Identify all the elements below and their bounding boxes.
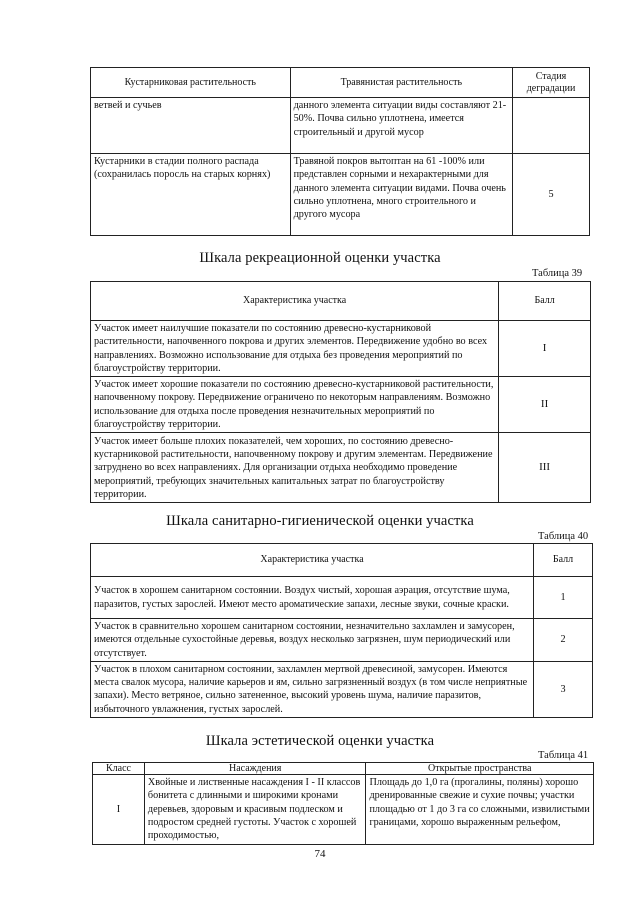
sanitary-row2-text: Участок в сравнительно хорошем санитарном состоянии, незначительно захламлен и замусорен, имеются отдельные сухостойные деревья, воздух несколько загрязнен, шум периодический или отсутствует. <box>91 619 534 662</box>
aesthetic-row1-open: Площадь до 1,0 га (прогалины, поляны) хорошо дренированные свежие и сухие почвы; участки площадью от 1 до 3 га со сложными, извилистыми границами, хорошо выраженным рельефом, <box>366 775 594 845</box>
top-row1-shrub: ветвей и сучьев <box>91 98 291 154</box>
page-number: 74 <box>314 848 326 860</box>
aesthetic-header-class: Класс <box>93 763 145 775</box>
recreation-title: Шкала рекреационной оценки участка <box>199 250 441 266</box>
top-row2-stage: 5 <box>513 154 590 236</box>
sanitary-header-score: Балл <box>534 544 593 577</box>
sanitary-row1-score: 1 <box>534 577 593 619</box>
aesthetic-row1-plantings: Хвойные и лиственные насаждения I - II классов бонитета с длинными и широкими кронами деревьев, здоровым и красивым подлеском и подростом средней густоты. Участок с хорошей проходимостью, <box>144 775 366 845</box>
aesthetic-row1-class: I <box>93 775 145 845</box>
header-stage: Стадия деградации <box>513 68 590 98</box>
recreation-table <box>90 281 591 503</box>
recreation-row1-score: I <box>499 321 591 377</box>
aesthetic-title: Шкала эстетической оценки участка <box>205 733 435 749</box>
recreation-table-label: Таблица 39 <box>532 268 583 279</box>
sanitary-title: Шкала санитарно-гигиенической оценки участка <box>166 513 474 529</box>
header-grass: Травянистая растительность <box>290 68 513 98</box>
sanitary-row1-text: Участок в хорошем санитарном состоянии. Воздух чистый, хорошая аэрация, отсутствие шума, паразитов, густых зарослей. Имеют место ароматические запахи, лесные звуки, сочные краски. <box>91 577 534 619</box>
sanitary-row3-text: Участок в плохом санитарном состоянии, захламлен мертвой древесиной, замусорен. Имеются места свалок мусора, наличие карьеров и ям, сильно загрязненный воздух (в том числе неприятные запахи). Место ветряное, сильно затененное, высокий уровень шума, наличие паразитов, избыточного увлажнения, густых зарослей. <box>91 661 534 717</box>
sanitary-header-characteristic: Характеристика участка <box>91 544 534 577</box>
top-row2-grass: Травяной покров вытоптан на 61 -100% или представлен сорными и нехарактерными для данного элемента ситуации видами. Почва очень сильно уплотнена, много строительного и другого мусора <box>290 154 513 236</box>
aesthetic-header-plantings: Насаждения <box>144 763 366 775</box>
sanitary-row3-score: 3 <box>534 661 593 717</box>
recreation-row3-score: III <box>499 433 591 503</box>
recreation-header-score: Балл <box>499 282 591 321</box>
top-row1-stage <box>513 98 590 154</box>
top-table <box>90 67 590 236</box>
top-row2-shrub: Кустарники в стадии полного распада (сохранилась поросль на старых корнях) <box>91 154 291 236</box>
sanitary-row2-score: 2 <box>534 619 593 662</box>
aesthetic-table-label: Таблица 41 <box>538 750 589 761</box>
recreation-row3-text: Участок имеет больше плохих показателей, чем хороших, по состоянию древесно-кустарниковой растительности, напочвенному покрову и другим элементам. Передвижение затруднено во всех направлениях. Для организации отдыха необходимо проведение мероприятий, требующих значительных капитальных затрат по благоустройству территории. <box>91 433 499 503</box>
recreation-row2-score: II <box>499 377 591 433</box>
sanitary-table <box>90 543 593 718</box>
header-shrub: Кустарниковая растительность <box>91 68 291 98</box>
sanitary-table-label: Таблица 40 <box>538 531 589 542</box>
aesthetic-header-open: Открытые пространства <box>366 763 594 775</box>
recreation-header-characteristic: Характеристика участка <box>91 282 499 321</box>
recreation-row2-text: Участок имеет хорошие показатели по состоянию древесно-кустарниковой растительности, напочвенному покрову. Передвижение ограничено по некоторым направлениям. Возможно использование для отдыха после проведения незначительных мероприятий по благоустройству территории. <box>91 377 499 433</box>
recreation-row1-text: Участок имеет наилучшие показатели по состоянию древесно-кустарниковой растительности, напочвенного покрова и других элементов. Передвижение удобно во всех направлениях. Возможно использование для отдыха без проведения мероприятий по благоустройству территории. <box>91 321 499 377</box>
top-row1-grass: данного элемента ситуации виды составляют 21-50%. Почва сильно уплотнена, имеется строительный и другой мусор <box>290 98 513 154</box>
aesthetic-table <box>92 762 594 845</box>
